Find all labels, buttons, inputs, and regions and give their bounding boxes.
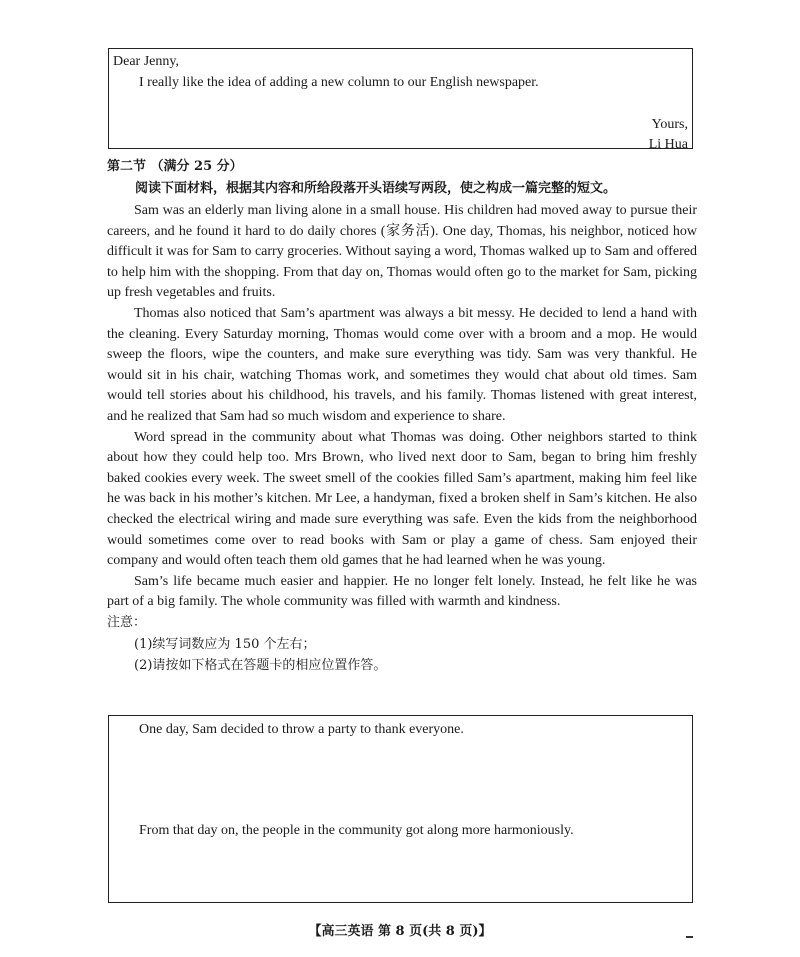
section-heading: 第二节 （满分 25 分）	[107, 159, 243, 174]
letter-first-line: I really like the idea of adding a new column to our English newspaper.	[139, 75, 539, 90]
story-paragraph-4: Sam’s life became much easier and happier. He no longer felt lonely. Instead, he felt like he was part of a big family. The whole community was filled with warmth and kindness.	[107, 573, 697, 610]
paragraph-starter-1: One day, Sam decided to throw a party to thank everyone.	[139, 722, 464, 737]
page-footer: 【高三英语 第 8 页(共 8 页)】	[308, 924, 492, 939]
note-item-2: (2)请按如下格式在答题卡的相应位置作答。	[134, 657, 387, 673]
paragraph-starter-2: From that day on, the people in the community got along more harmoniously.	[139, 823, 574, 838]
corner-mark	[686, 936, 693, 938]
notes-title: 注意：	[107, 614, 147, 630]
story-paragraph-3: Word spread in the community about what Thomas was doing. Other neighbors started to think about how they could help too. Mrs Brown, who lived next door to Sam, began to bring him freshly baked cookies every week. The sweet smell of the cookies filled Sam’s apartment, making him feel like he was back in his mother’s kitchen. Mr Lee, a handyman, fixed a broken shelf in Sam’s kitchen. He also checked the electrical wiring and made sure everything was safe. Even the kids from the neighborhood would sometimes come over to read books with Sam or play a game of chess. Sam enjoyed their company and would often teach them old games that he had learned when he was young.	[107, 429, 697, 569]
section-instruction: 阅读下面材料，根据其内容和所给段落开头语续写两段，使之构成一篇完整的短文。	[135, 181, 617, 196]
letter-greeting: Dear Jenny,	[113, 54, 179, 69]
letter-writing-box	[108, 48, 693, 152]
letter-signature: Li Hua	[648, 137, 688, 152]
story-paragraph-2: Thomas also noticed that Sam’s apartment was always a bit messy. He decided to lend a hand with the cleaning. Every Saturday morning, Thomas would come over with a broom and a mop. He would sweep the floors, wipe the counters, and make sure everything was tidy. Sam was very thankful. He would sit in his chair, watching Thomas work, and sometimes they would chat about old times. Sam would tell stories about his childhood, his travels, and his family. Thomas listened with great interest, and he realized that Sam had so much wisdom and experience to share.	[107, 305, 697, 424]
answer-writing-box	[108, 715, 693, 903]
note-item-1: (1)续写词数应为 150 个左右；	[134, 636, 316, 652]
letter-closing: Yours,	[651, 117, 688, 132]
story-paragraph-1: Sam was an elderly man living alone in a small house. His children had moved away to pursue their careers, and he found it hard to do daily chores (家务活). One day, Thomas, his neighbor, noticed how difficult it was for Sam to carry groceries. Without saying a word, Thomas walked up to Sam and offered to help him with the shopping. From that day on, Thomas would often go to the market for Sam, picking up fresh vegetables and fruits.	[107, 203, 697, 301]
continuation-writing-section	[107, 157, 697, 677]
